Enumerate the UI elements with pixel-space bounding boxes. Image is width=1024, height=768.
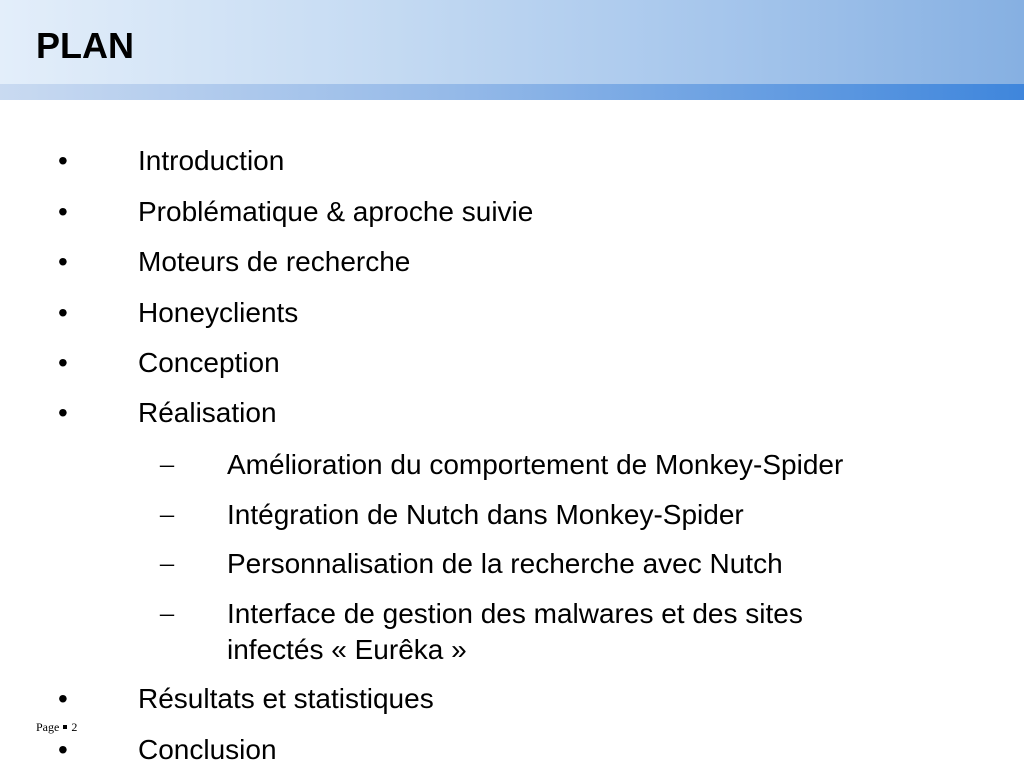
bullet-marker: • <box>58 397 68 428</box>
outline-item <box>0 345 1024 381</box>
outline-item-text: Conception <box>138 347 280 378</box>
outline-subitem <box>0 447 1024 483</box>
outline-subitem-text: Intégration de Nutch dans Monkey-Spider <box>227 499 744 530</box>
outline-item <box>0 143 1024 179</box>
outline-item <box>0 194 1024 230</box>
bullet-marker: • <box>58 246 68 277</box>
bullet-marker: • <box>58 347 68 378</box>
outline-item-text: Introduction <box>138 145 285 176</box>
dash-marker: – <box>160 499 174 530</box>
square-separator-icon <box>63 725 67 729</box>
outline-subitem-text-line2: infectés « Eurêka » <box>227 634 467 665</box>
bullet-marker: • <box>58 196 68 227</box>
outline-subitem-text: Personnalisation de la recherche avec Nutch <box>227 548 783 579</box>
page-label: Page <box>36 720 60 734</box>
outline-item <box>0 732 1024 768</box>
outline-item-text: Honeyclients <box>138 297 299 328</box>
outline-item-text: Conclusion <box>138 734 277 765</box>
outline-item-text: Moteurs de recherche <box>138 246 411 277</box>
outline-item <box>0 681 1024 717</box>
bullet-marker: • <box>58 145 68 176</box>
outline-subitem <box>0 497 1024 533</box>
dash-marker: – <box>160 598 174 629</box>
outline-item-text: Problématique & aproche suivie <box>138 196 534 227</box>
page-footer <box>36 720 77 734</box>
bullet-marker: • <box>58 734 68 765</box>
outline-item-text: Résultats et statistiques <box>138 683 434 714</box>
outline-item <box>0 295 1024 331</box>
outline-subitem-text: Interface de gestion des malwares et des sites <box>227 598 803 629</box>
outline-subitem-text: Amélioration du comportement de Monkey-Spider <box>227 449 844 480</box>
dash-marker: – <box>160 548 174 579</box>
outline-item <box>0 244 1024 280</box>
outline-subitem <box>0 546 1024 582</box>
page-number: 2 <box>71 720 78 734</box>
slide-title: PLAN <box>36 25 134 66</box>
dash-marker: – <box>160 449 174 480</box>
outline-item <box>0 395 1024 431</box>
outline-subitem <box>0 596 1024 632</box>
outline-item-text: Réalisation <box>138 397 277 428</box>
bullet-marker: • <box>58 297 68 328</box>
bullet-marker: • <box>58 683 68 714</box>
outline-subitem-continuation <box>0 632 1024 668</box>
